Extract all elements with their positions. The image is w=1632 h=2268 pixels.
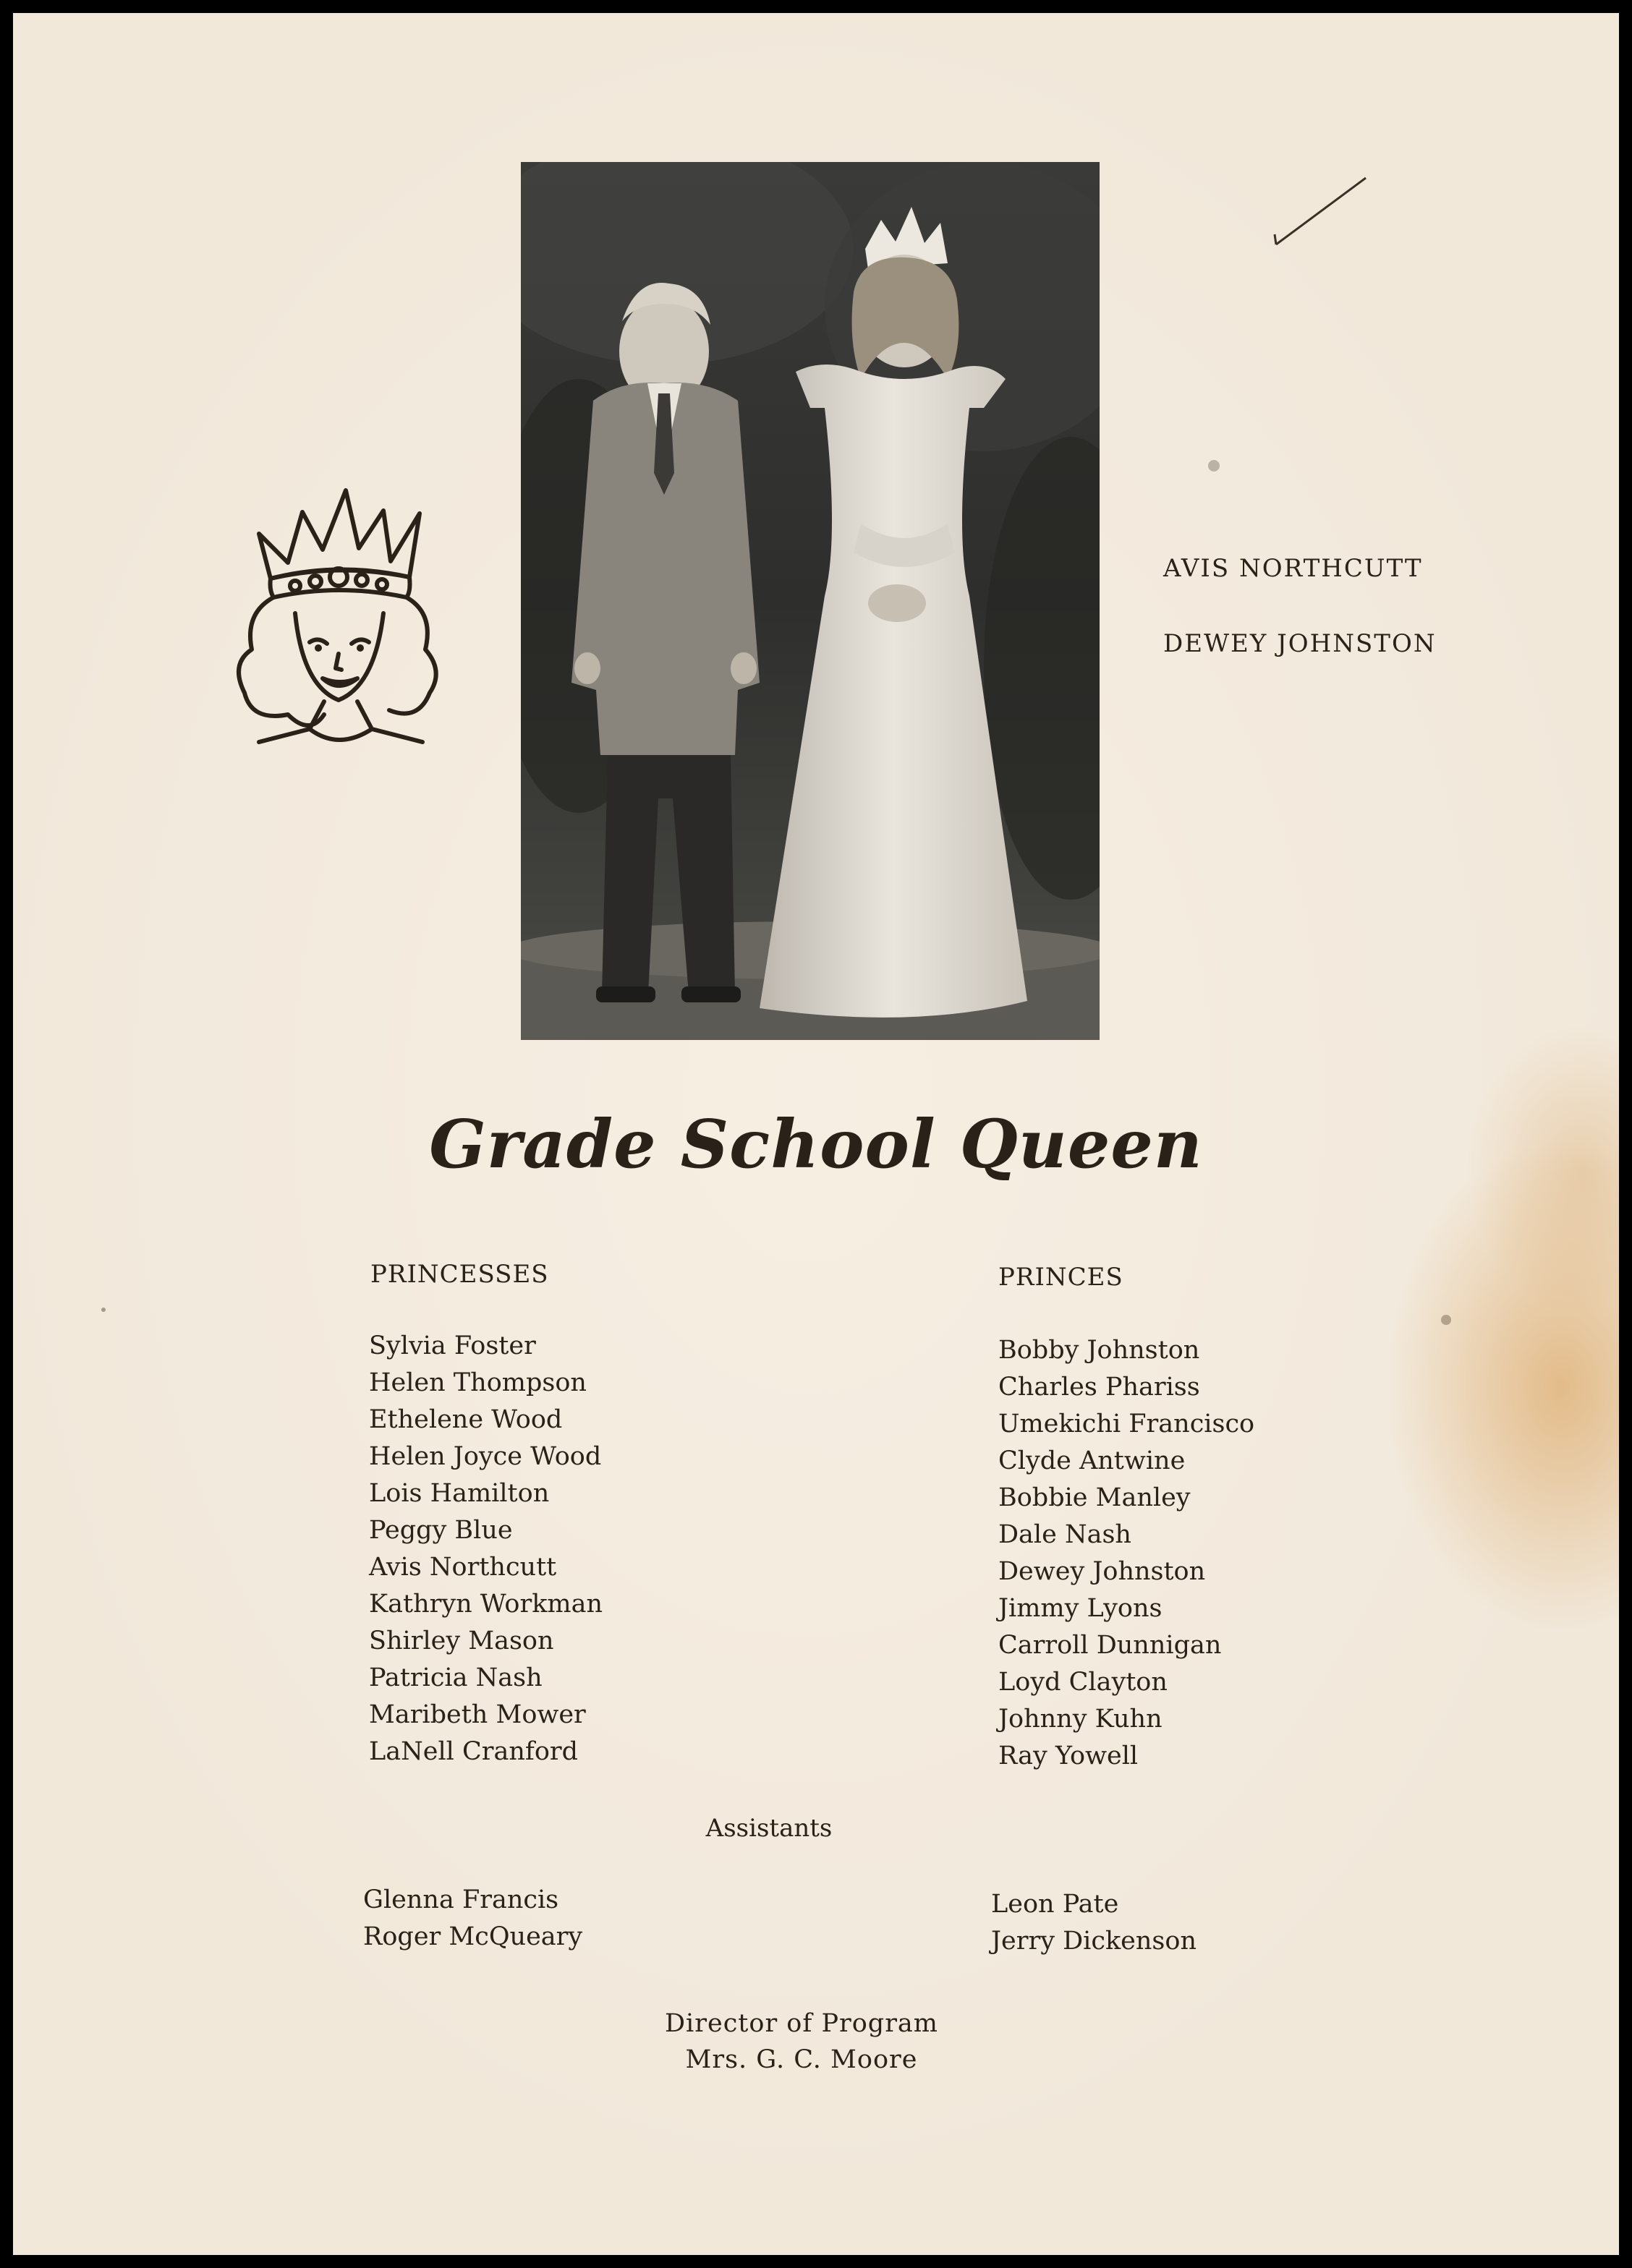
assistants-left-list xyxy=(363,1882,582,1956)
list-item: Helen Thompson xyxy=(369,1368,587,1397)
list-item: Maribeth Mower xyxy=(369,1700,586,1729)
list-item: Helen Joyce Wood xyxy=(369,1442,602,1471)
list-item: Peggy Blue xyxy=(369,1516,513,1545)
list-item: Leon Pate xyxy=(991,1890,1119,1919)
director-label: Director of Program xyxy=(665,2009,938,2038)
list-item: Sylvia Foster xyxy=(369,1331,536,1360)
list-item: Clyde Antwine xyxy=(998,1446,1186,1475)
list-item: Patricia Nash xyxy=(369,1663,543,1692)
list-item: Bobby Johnston xyxy=(998,1336,1200,1365)
list-item: Ethelene Wood xyxy=(369,1405,563,1434)
list-item: Kathryn Workman xyxy=(369,1590,603,1619)
list-item: Johnny Kuhn xyxy=(998,1705,1163,1734)
list-item: Avis Northcutt xyxy=(369,1553,557,1582)
list-item: Dewey Johnston xyxy=(998,1557,1206,1586)
list-item: LaNell Cranford xyxy=(369,1737,579,1766)
page-title: Grade School Queen xyxy=(429,1105,1203,1183)
list-item: Bobbie Manley xyxy=(998,1483,1191,1512)
pen-mark xyxy=(1272,172,1373,252)
list-item: Glenna Francis xyxy=(363,1885,559,1914)
paper-speck xyxy=(1208,460,1220,472)
paper-speck xyxy=(1441,1315,1451,1325)
king-name: DEWEY JOHNSTON xyxy=(1163,629,1437,658)
yearbook-page xyxy=(13,13,1619,2255)
princesses-list xyxy=(369,1328,603,1770)
queen-king-photo xyxy=(521,162,1100,1040)
assistants-right-list xyxy=(991,1886,1197,1960)
list-item: Umekichi Francisco xyxy=(998,1410,1255,1438)
director-name: Mrs. G. C. Moore xyxy=(685,2045,918,2074)
list-item: Roger McQueary xyxy=(363,1922,583,1951)
list-item: Carroll Dunnigan xyxy=(998,1631,1222,1660)
list-item: Jerry Dickenson xyxy=(991,1927,1197,1956)
princes-list xyxy=(998,1332,1254,1775)
list-item: Lois Hamilton xyxy=(369,1479,550,1508)
queen-mascot-icon xyxy=(230,476,447,751)
princes-heading: PRINCES xyxy=(998,1263,1123,1292)
queen-name: AVIS NORTHCUTT xyxy=(1163,554,1423,583)
list-item: Loyd Clayton xyxy=(998,1668,1168,1697)
list-item: Ray Yowell xyxy=(998,1742,1139,1770)
assistants-heading: Assistants xyxy=(705,1814,833,1843)
list-item: Jimmy Lyons xyxy=(998,1594,1163,1623)
list-item: Dale Nash xyxy=(998,1520,1131,1549)
princesses-heading: PRINCESSES xyxy=(370,1260,549,1289)
list-item: Shirley Mason xyxy=(369,1627,554,1655)
paper-speck xyxy=(101,1308,106,1312)
list-item: Charles Phariss xyxy=(998,1373,1200,1402)
